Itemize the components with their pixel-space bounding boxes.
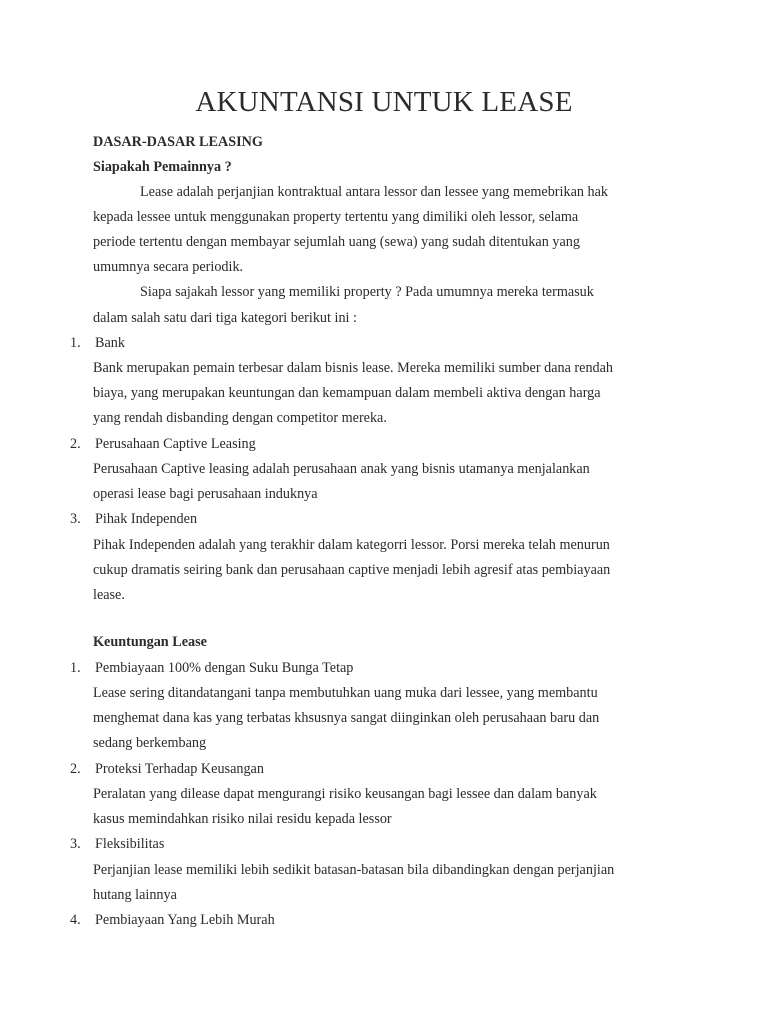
section-heading-keuntungan-lease: Keuntungan Lease bbox=[93, 634, 207, 650]
list-item-label-pembiayaan-murah: Pembiayaan Yang Lebih Murah bbox=[95, 912, 275, 928]
list-item-desc: sedang berkembang bbox=[93, 735, 207, 751]
list-number: 3. bbox=[70, 511, 81, 527]
list-item-desc: lease. bbox=[93, 587, 125, 603]
list-item-label-pembiayaan-100: Pembiayaan 100% dengan Suku Bunga Tetap bbox=[95, 660, 354, 676]
list-item-desc: menghemat dana kas yang terbatas khsusnya sangat diinginkan oleh perusahaan baru dan bbox=[93, 710, 600, 726]
list-item-desc: Perusahaan Captive leasing adalah perusahaan anak yang bisnis utamanya menjalankan bbox=[93, 461, 590, 477]
list-item-desc: kasus memindahkan risiko nilai residu kepada lessor bbox=[93, 811, 392, 827]
list-item-label-bank: Bank bbox=[95, 335, 125, 351]
section-heading-dasar-leasing: DASAR-DASAR LEASING bbox=[93, 134, 263, 150]
list-item-desc: biaya, yang merupakan keuntungan dan kemampuan dalam membeli aktiva dengan harga bbox=[93, 385, 601, 401]
list-item-desc: cukup dramatis seiring bank dan perusahaan captive menjadi lebih agresif atas pembiayaan bbox=[93, 562, 611, 578]
list-number: 1. bbox=[70, 335, 81, 351]
paragraph-line: periode tertentu dengan membayar sejumlah uang (sewa) yang sudah ditentukan yang bbox=[93, 234, 580, 250]
list-item-desc: hutang lainnya bbox=[93, 887, 177, 903]
list-number: 2. bbox=[70, 761, 81, 777]
list-item-desc: Lease sering ditandatangani tanpa membutuhkan uang muka dari lessee, yang membantu bbox=[93, 685, 598, 701]
list-item-desc: Peralatan yang dilease dapat mengurangi risiko keusangan bagi lessee dan dalam banyak bbox=[93, 786, 597, 802]
list-item-desc: yang rendah disbanding dengan competitor mereka. bbox=[93, 410, 387, 426]
paragraph-line: umumnya secara periodik. bbox=[93, 259, 244, 275]
list-number: 4. bbox=[70, 912, 81, 928]
list-number: 1. bbox=[70, 660, 81, 676]
list-item-label-fleksibilitas: Fleksibilitas bbox=[95, 836, 165, 852]
paragraph-line: dalam salah satu dari tiga kategori berikut ini : bbox=[93, 310, 357, 326]
list-item-desc: Bank merupakan pemain terbesar dalam bisnis lease. Mereka memiliki sumber dana rendah bbox=[93, 360, 614, 376]
document-title: AKUNTANSI UNTUK LEASE bbox=[195, 86, 573, 118]
list-item-label-proteksi-keusangan: Proteksi Terhadap Keusangan bbox=[95, 761, 264, 777]
paragraph-line: Siapa sajakah lessor yang memiliki property ? Pada umumnya mereka termasuk bbox=[140, 284, 594, 300]
paragraph-line: Lease adalah perjanjian kontraktual antara lessor dan lessee yang memebrikan hak bbox=[140, 184, 608, 200]
list-item-label-pihak-independen: Pihak Independen bbox=[95, 511, 198, 527]
list-item-desc: Perjanjian lease memiliki lebih sedikit batasan-batasan bila dibandingkan dengan perjanjian bbox=[93, 862, 615, 878]
list-number: 3. bbox=[70, 836, 81, 852]
paragraph-line: kepada lessee untuk menggunakan property tertentu yang dimiliki oleh lessor, selama bbox=[93, 209, 579, 225]
subheading-siapakah-pemainnya: Siapakah Pemainnya ? bbox=[93, 159, 232, 175]
list-item-desc: operasi lease bagi perusahaan induknya bbox=[93, 486, 318, 502]
list-number: 2. bbox=[70, 436, 81, 452]
list-item-desc: Pihak Independen adalah yang terakhir dalam kategorri lessor. Porsi mereka telah menurun bbox=[93, 537, 610, 553]
list-item-label-captive-leasing: Perusahaan Captive Leasing bbox=[95, 436, 256, 452]
